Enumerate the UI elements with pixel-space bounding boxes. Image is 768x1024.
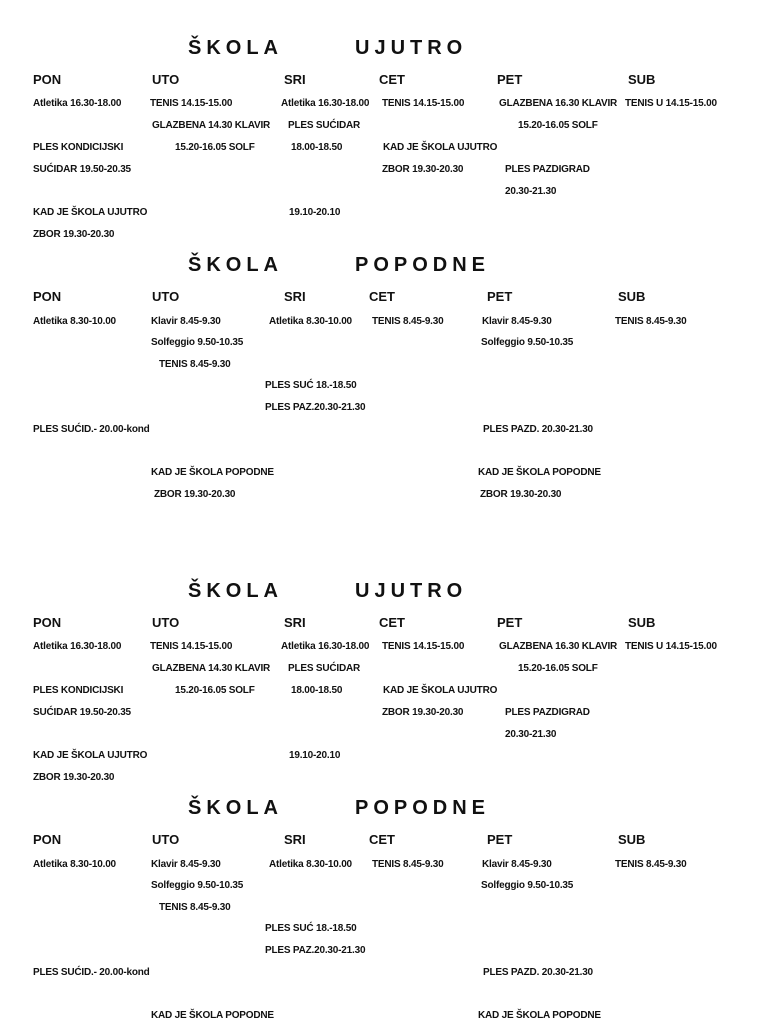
schedule-entry: SUĆIDAR 19.50-20.35: [33, 164, 131, 175]
section-title-ujutro: UJUTRO: [355, 580, 468, 602]
schedule-entry: ZBOR 19.30-20.30: [382, 164, 464, 175]
schedule-entry: 20.30-21.30: [505, 186, 557, 197]
day-header-pet: PET: [497, 615, 523, 630]
schedule-entry: KAD JE ŠKOLA POPODNE: [151, 1010, 274, 1021]
schedule-entry: PLES SUĆID.- 20.00-kond: [33, 967, 150, 978]
schedule-entry: PLES SUĆID.- 20.00-kond: [33, 424, 150, 435]
schedule-entry: Atletika 8.30-10.00: [269, 316, 352, 327]
schedule-entry: 15.20-16.05 SOLF: [518, 663, 598, 674]
section-title-popodne: POPODNE: [355, 797, 491, 819]
day-header-sri: SRI: [284, 289, 306, 304]
section-title-skola: ŠKOLA: [188, 580, 283, 602]
schedule-entry: Atletika 8.30-10.00: [33, 859, 116, 870]
day-header-sri: SRI: [284, 615, 306, 630]
schedule-entry: TENIS 8.45-9.30: [372, 859, 444, 870]
section-title-skola: ŠKOLA: [188, 254, 283, 276]
day-header-uto: UTO: [152, 72, 180, 87]
schedule-entry: 18.00-18.50: [291, 142, 343, 153]
schedule-entry: PLES SUĆ 18.-18.50: [265, 923, 357, 934]
day-header-sub: SUB: [618, 832, 646, 847]
schedule-entry: GLAZBENA 16.30 KLAVIR: [499, 641, 618, 652]
schedule-entry: KAD JE ŠKOLA POPODNE: [478, 467, 601, 478]
schedule-entry: Klavir 8.45-9.30: [482, 316, 552, 327]
schedule-entry: 20.30-21.30: [505, 729, 557, 740]
day-header-pon: PON: [33, 615, 62, 630]
schedule-entry: PLES KONDICIJSKI: [33, 685, 124, 696]
day-header-pet: PET: [497, 72, 523, 87]
schedule-entry: PLES PAZ.20.30-21.30: [265, 945, 366, 956]
schedule-entry: PLES PAZDIGRAD: [505, 707, 590, 718]
schedule-entry: 15.20-16.05 SOLF: [518, 120, 598, 131]
schedule-entry: PLES KONDICIJSKI: [33, 142, 124, 153]
schedule-entry: PLES SUĆIDAR: [288, 663, 361, 674]
day-header-pon: PON: [33, 72, 62, 87]
schedule-entry: KAD JE ŠKOLA UJUTRO: [383, 142, 498, 153]
day-header-sub: SUB: [628, 615, 656, 630]
day-header-sri: SRI: [284, 72, 306, 87]
schedule-entry: TENIS 14.15-15.00: [382, 98, 465, 109]
schedule-entry: KAD JE ŠKOLA UJUTRO: [33, 207, 148, 218]
schedule-entry: GLAZBENA 16.30 KLAVIR: [499, 98, 618, 109]
schedule-entry: Solfeggio 9.50-10.35: [481, 880, 574, 891]
schedule-entry: ZBOR 19.30-20.30: [33, 772, 115, 783]
schedule-entry: Solfeggio 9.50-10.35: [481, 337, 574, 348]
schedule-entry: TENIS 8.45-9.30: [372, 316, 444, 327]
schedule-entry: PLES PAZDIGRAD: [505, 164, 590, 175]
schedule-entry: TENIS U 14.15-15.00: [625, 641, 717, 652]
day-header-sub: SUB: [618, 289, 646, 304]
schedule-entry: TENIS U 14.15-15.00: [625, 98, 717, 109]
schedule-entry: KAD JE ŠKOLA UJUTRO: [33, 750, 148, 761]
schedule-entry: Solfeggio 9.50-10.35: [151, 880, 244, 891]
day-header-uto: UTO: [152, 832, 180, 847]
schedule-entry: TENIS 14.15-15.00: [382, 641, 465, 652]
schedule-entry: TENIS 14.15-15.00: [150, 98, 233, 109]
schedule-entry: Klavir 8.45-9.30: [482, 859, 552, 870]
schedule-entry: SUĆIDAR 19.50-20.35: [33, 707, 131, 718]
schedule-entry: PLES PAZ.20.30-21.30: [265, 402, 366, 413]
day-header-pet: PET: [487, 832, 513, 847]
day-header-uto: UTO: [152, 615, 180, 630]
schedule-entry: TENIS 8.45-9.30: [159, 902, 231, 913]
day-header-sri: SRI: [284, 832, 306, 847]
schedule-entry: Atletika 16.30-18.00: [281, 98, 370, 109]
schedule-entry: ZBOR 19.30-20.30: [33, 229, 115, 240]
schedule-entry: 15.20-16.05 SOLF: [175, 142, 255, 153]
schedule-entry: KAD JE ŠKOLA POPODNE: [478, 1010, 601, 1021]
day-header-sub: SUB: [628, 72, 656, 87]
schedule-entry: KAD JE ŠKOLA POPODNE: [151, 467, 274, 478]
day-header-pon: PON: [33, 289, 62, 304]
schedule-entry: Atletika 8.30-10.00: [33, 316, 116, 327]
schedule-entry: 15.20-16.05 SOLF: [175, 685, 255, 696]
schedule-entry: Klavir 8.45-9.30: [151, 859, 221, 870]
schedule-entry: ZBOR 19.30-20.30: [154, 489, 236, 500]
schedule-entry: 19.10-20.10: [289, 207, 341, 218]
section-title-skola: ŠKOLA: [188, 37, 283, 59]
schedule-entry: Atletika 8.30-10.00: [269, 859, 352, 870]
schedule-entry: KAD JE ŠKOLA UJUTRO: [383, 685, 498, 696]
schedule-entry: TENIS 8.45-9.30: [159, 359, 231, 370]
schedule-entry: PLES PAZD. 20.30-21.30: [483, 967, 593, 978]
schedule-entry: Solfeggio 9.50-10.35: [151, 337, 244, 348]
schedule-entry: TENIS 8.45-9.30: [615, 859, 687, 870]
schedule-entry: ZBOR 19.30-20.30: [480, 489, 562, 500]
day-header-cet: CET: [369, 289, 395, 304]
schedule-entry: 18.00-18.50: [291, 685, 343, 696]
day-header-cet: CET: [379, 615, 405, 630]
schedule-entry: PLES PAZD. 20.30-21.30: [483, 424, 593, 435]
schedule-entry: GLAZBENA 14.30 KLAVIR: [152, 663, 271, 674]
schedule-entry: Atletika 16.30-18.00: [33, 98, 122, 109]
section-title-popodne: POPODNE: [355, 254, 491, 276]
day-header-uto: UTO: [152, 289, 180, 304]
schedule-entry: GLAZBENA 14.30 KLAVIR: [152, 120, 271, 131]
schedule-entry: TENIS 8.45-9.30: [615, 316, 687, 327]
schedule-entry: Atletika 16.30-18.00: [281, 641, 370, 652]
schedule-entry: PLES SUĆ 18.-18.50: [265, 380, 357, 391]
day-header-cet: CET: [369, 832, 395, 847]
schedule-entry: Klavir 8.45-9.30: [151, 316, 221, 327]
section-title-skola: ŠKOLA: [188, 797, 283, 819]
schedule-entry: Atletika 16.30-18.00: [33, 641, 122, 652]
day-header-pet: PET: [487, 289, 513, 304]
schedule-entry: TENIS 14.15-15.00: [150, 641, 233, 652]
section-title-ujutro: UJUTRO: [355, 37, 468, 59]
schedule-entry: PLES SUĆIDAR: [288, 120, 361, 131]
day-header-pon: PON: [33, 832, 62, 847]
schedule-entry: ZBOR 19.30-20.30: [382, 707, 464, 718]
day-header-cet: CET: [379, 72, 405, 87]
schedule-entry: 19.10-20.10: [289, 750, 341, 761]
